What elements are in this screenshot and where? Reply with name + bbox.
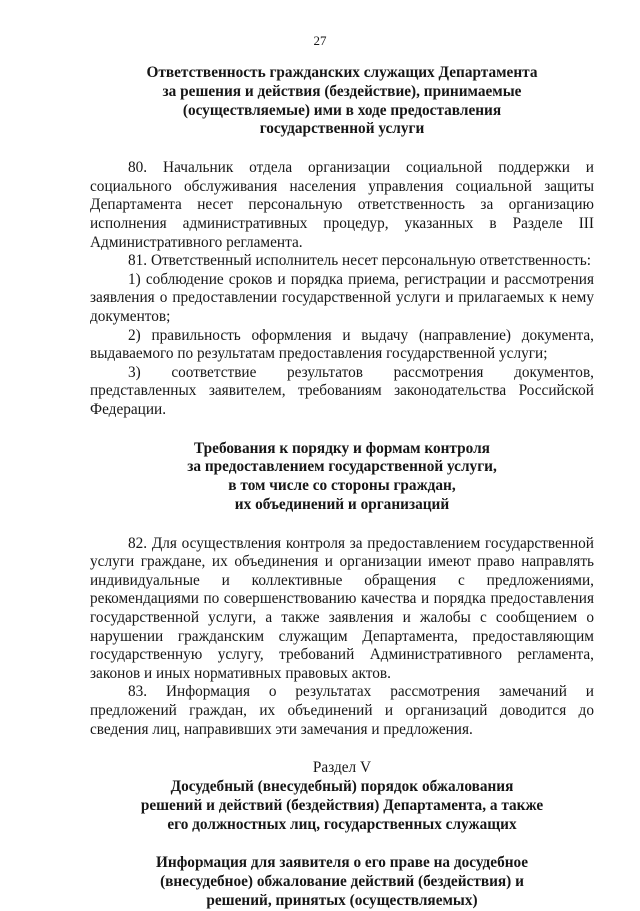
section-label: Раздел V	[312, 759, 372, 777]
paragraph-81-item-3: 3) соответствие результатов рассмотрения документов, представленных заявителем, требованиям законодательства Российской Федерации.	[90, 363, 594, 418]
heading-line: его должностных лиц, государственных служащих	[167, 815, 517, 833]
heading-responsibility	[90, 64, 594, 139]
heading-control	[90, 440, 594, 515]
paragraph-81-item-1: 1) соблюдение сроков и порядка приема, регистрации и рассмотрения заявления о предоставлении государственной услуги и прилагаемых к нему документов;	[90, 270, 594, 325]
heading-info	[90, 854, 594, 910]
heading-line: за решения и действия (бездействие), принимаемые	[162, 82, 522, 100]
paragraph-83: 83. Информация о результатах рассмотрения замечаний и предложений граждан, их объединений и организаций доводится до сведения лиц, направивших эти замечания и предложения.	[90, 683, 594, 738]
heading-line: государственной услуги	[259, 120, 425, 138]
heading-line: (внесудебное) обжалование действий (бездействия) и	[160, 873, 524, 891]
page-number: 27	[313, 33, 327, 48]
heading-line: (осуществляемые) ими в ходе предоставления	[182, 101, 502, 119]
heading-line: решений, принятых (осуществляемых)	[206, 892, 478, 909]
heading-line: решений и действий (бездействия) Департамента, а также	[140, 796, 544, 814]
heading-line: Ответственность гражданских служащих Департамента	[146, 64, 538, 81]
heading-line: Информация для заявителя о его праве на досудебное	[156, 854, 528, 872]
heading-appeal	[90, 778, 594, 834]
heading-line: Требования к порядку и формам контроля	[194, 439, 490, 457]
page-content	[90, 64, 594, 911]
heading-line: их объединений и организаций	[234, 495, 450, 513]
paragraph-81: 81. Ответственный исполнитель несет персональную ответственность:	[128, 252, 591, 270]
heading-line: в том числе со стороны граждан,	[228, 477, 456, 495]
heading-line: за предоставлением государственной услуги,	[187, 458, 497, 476]
paragraph-81-item-2: 2) правильность оформления и выдачу (направление) документа, выдаваемого по результатам предоставления государственной услуги;	[90, 326, 594, 363]
heading-line: Досудебный (внесудебный) порядок обжалования	[170, 778, 514, 796]
paragraph-80: 80. Начальник отдела организации социальной поддержки и социального обслуживания населения управления социальной защиты Департамента несет персональную ответственность за организацию исполнения административных процедур, указанных в Разделе III Административного регламента.	[90, 159, 594, 251]
paragraph-82: 82. Для осуществления контроля за предоставлением государственной услуги граждане, их объединения и организации имеют право направлять индивидуальные и коллективные обращения с предложениями, рекомендациями по совершенствованию качества и порядка предоставления государственной услуги, а также заявления и жалобы с сообщением о нарушении гражданским служащим Департамента, предоставляющим государственную услугу, требований Административного регламента, законов и иных нормативных правовых актов.	[90, 534, 594, 682]
